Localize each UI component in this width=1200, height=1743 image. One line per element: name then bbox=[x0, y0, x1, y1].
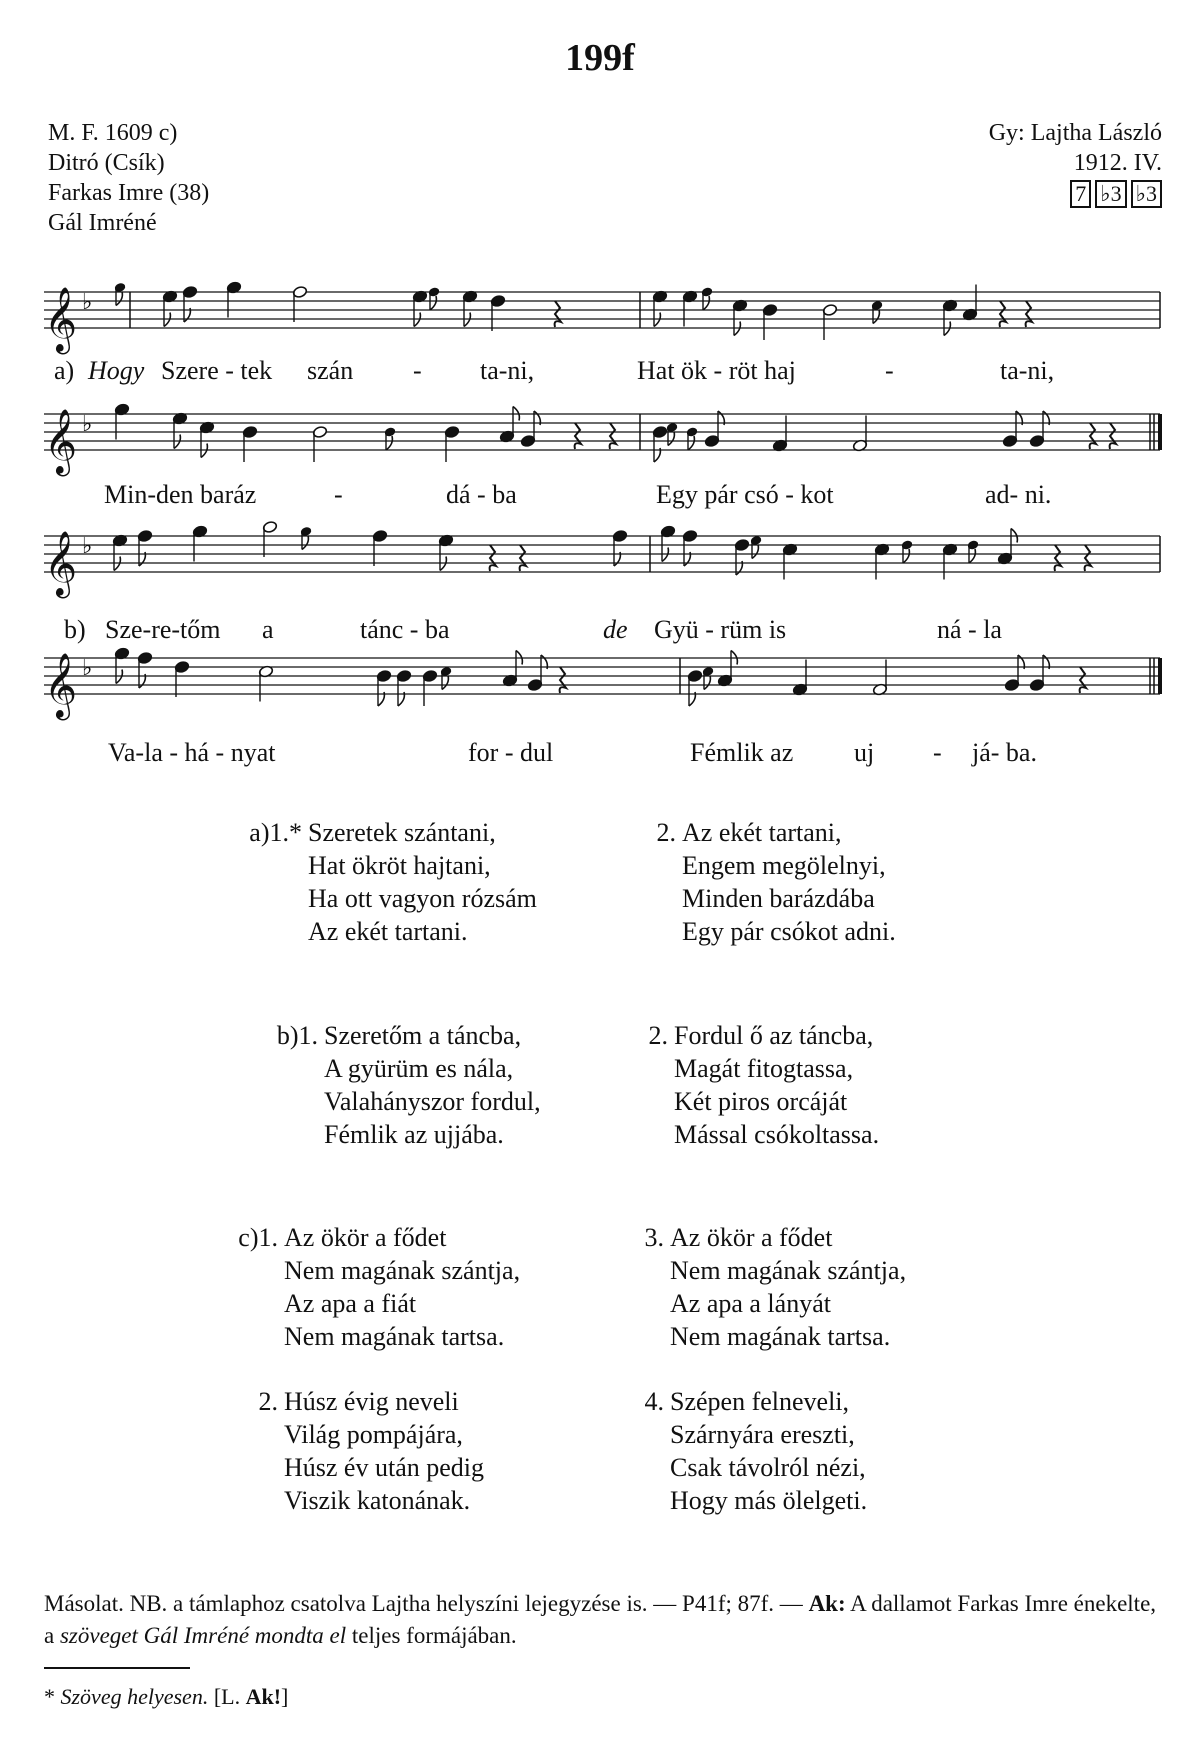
verse-line: Nem magának szántja, bbox=[670, 1256, 907, 1285]
cadence-boxes bbox=[1070, 180, 1162, 208]
quarter-rest-icon bbox=[1110, 423, 1116, 449]
lyric-syllable: - bbox=[334, 480, 343, 509]
treble-clef-icon: 𝄞 bbox=[44, 653, 78, 718]
note-flag bbox=[969, 549, 975, 563]
verse-line: Szeretek szántani, bbox=[308, 818, 496, 847]
verse-line: Nem magának tartsa. bbox=[284, 1322, 505, 1351]
verse-line: Engem megölelnyi, bbox=[682, 851, 886, 880]
verse-line: Hogy más ölelgeti. bbox=[670, 1486, 868, 1515]
lyric-syllable: Min-den baráz bbox=[104, 480, 257, 509]
cadence-box: 7 bbox=[1070, 180, 1091, 208]
lyric-syllable: Sze-re-tőm bbox=[105, 615, 221, 644]
footnote-text: teljes formájában. bbox=[346, 1623, 517, 1648]
lyric-syllable: - bbox=[413, 356, 422, 385]
footnote-text: szöveget Gál Imréné mondta el bbox=[59, 1623, 347, 1648]
verse-line: Valahányszor fordul, bbox=[324, 1087, 541, 1116]
note-text: [L. bbox=[213, 1684, 246, 1709]
cadence-box: ♭3 bbox=[1131, 180, 1162, 208]
quarter-rest-icon bbox=[520, 545, 526, 571]
quarter-rest-icon bbox=[1000, 301, 1006, 327]
note-flag bbox=[116, 292, 122, 306]
verse-line: Ha ott vagyon rózsám bbox=[308, 884, 537, 913]
treble-clef-icon: 𝄞 bbox=[44, 531, 78, 596]
verse-a1 bbox=[240, 816, 537, 948]
flat-sign-icon: ♭ bbox=[82, 534, 93, 559]
note-flag bbox=[704, 676, 710, 690]
verse-line: Viszik katonának. bbox=[284, 1486, 471, 1515]
verse-line: Az ekét tartani. bbox=[308, 917, 468, 946]
quarter-rest-icon bbox=[1055, 545, 1061, 571]
collector-info bbox=[989, 118, 1162, 209]
verse-a2 bbox=[640, 816, 896, 948]
verse-line: Az ökör a fődet bbox=[670, 1223, 833, 1252]
verse-line: Egy pár csókot adni. bbox=[682, 917, 896, 946]
collector: Gy: Lajtha László bbox=[988, 120, 1162, 146]
flat-sign-icon: ♭ bbox=[82, 656, 93, 681]
verse-line: Magát fitogtassa, bbox=[674, 1054, 854, 1083]
lyric-syllable: já- ba. bbox=[972, 738, 1037, 767]
verse-number: 4. bbox=[644, 1387, 664, 1416]
verse-number: 2. bbox=[648, 1021, 668, 1050]
lyric-syllable: b) bbox=[64, 615, 86, 644]
verse-line: Nem magának tartsa. bbox=[670, 1322, 891, 1351]
footnote-text: A dallamot Farkas Imre énekelte, a bbox=[44, 1591, 1157, 1648]
quarter-rest-icon bbox=[575, 423, 581, 449]
verse-number: c)1. bbox=[238, 1223, 278, 1252]
verse-number: b)1. bbox=[276, 1021, 318, 1050]
lyric-syllable: Fémlik az bbox=[690, 738, 794, 767]
verse-line: Az ekét tartani, bbox=[682, 818, 842, 847]
verse-line: Fordul ő az táncba, bbox=[674, 1021, 874, 1050]
location: Ditró (Csík) bbox=[48, 150, 165, 176]
cadence-box: ♭3 bbox=[1095, 180, 1126, 208]
flat-sign-icon: ♭ bbox=[82, 412, 93, 437]
lyric-syllable: a) bbox=[54, 356, 75, 385]
lyric-syllable: ta-ni, bbox=[1000, 356, 1055, 385]
verse-line: Két piros orcáját bbox=[674, 1087, 848, 1116]
flat-sign-icon: ♭ bbox=[82, 290, 93, 315]
lyric-syllable: a bbox=[262, 615, 274, 644]
verse-c1 bbox=[216, 1221, 520, 1353]
asterisk-note bbox=[44, 1684, 288, 1710]
lyric-syllable: Gyü - rüm is bbox=[654, 615, 787, 644]
note-flag bbox=[442, 676, 448, 690]
note-flag bbox=[703, 296, 709, 310]
verse-number: 2. bbox=[656, 818, 676, 847]
note-flag bbox=[903, 549, 909, 563]
footnote-ak-label: Ak: bbox=[808, 1591, 846, 1616]
verse-line: Szárnyára ereszti, bbox=[670, 1420, 855, 1449]
verse-c2 bbox=[216, 1385, 484, 1517]
footnote-text: Másolat. NB. a támlaphoz csatolva Lajtha helyszíni lejegyzése is. — P41f; 87f. — bbox=[44, 1591, 809, 1616]
note-flag bbox=[873, 310, 879, 324]
verse-line: Szépen felneveli, bbox=[670, 1387, 850, 1416]
lyric-syllable: - bbox=[885, 356, 894, 385]
verse-line: Fémlik az ujjába. bbox=[324, 1120, 504, 1149]
singer: Farkas Imre (38) bbox=[48, 180, 210, 206]
lyric-syllable: uj bbox=[854, 738, 875, 767]
quarter-rest-icon bbox=[490, 545, 496, 571]
verse-line: Az apa a fiát bbox=[284, 1289, 417, 1318]
note-flag bbox=[668, 432, 674, 446]
verse-line: Minden barázdába bbox=[682, 884, 875, 913]
quarter-rest-icon bbox=[1080, 667, 1086, 693]
verse-line: Hat ökröt hajtani, bbox=[308, 851, 491, 880]
lyric-syllable: Va-la - há - nyat bbox=[108, 738, 276, 767]
verse-number: 3. bbox=[644, 1223, 664, 1252]
lyric-syllable: de bbox=[603, 615, 628, 644]
lyric-syllable: - bbox=[933, 738, 942, 767]
lyric-syllable: Egy pár csó - kot bbox=[656, 480, 834, 509]
lyric-syllable: Hogy bbox=[88, 356, 145, 385]
quarter-rest-icon bbox=[555, 301, 561, 327]
lyric-syllable: szán bbox=[307, 356, 354, 385]
footnote-paragraph bbox=[44, 1588, 1164, 1652]
verse-line: Szeretőm a táncba, bbox=[324, 1021, 522, 1050]
lyric-syllable: tánc - ba bbox=[360, 615, 450, 644]
note-text: Szöveg helyesen. bbox=[60, 1684, 209, 1709]
verse-line: Világ pompájára, bbox=[284, 1420, 463, 1449]
quarter-rest-icon bbox=[610, 423, 616, 449]
source-info bbox=[48, 118, 209, 238]
verse-line: Csak távolról nézi, bbox=[670, 1453, 866, 1482]
music-staff-2 bbox=[0, 384, 1200, 484]
verse-number: a)1.* bbox=[249, 818, 302, 847]
treble-clef-icon: 𝄞 bbox=[44, 409, 78, 474]
lyric-syllable: ta-ni, bbox=[480, 356, 535, 385]
lyric-syllable: dá - ba bbox=[446, 480, 517, 509]
lyric-syllable: Szere - tek bbox=[161, 356, 273, 385]
verse-number: 2. bbox=[258, 1387, 278, 1416]
asterisk: * bbox=[44, 1684, 55, 1709]
quarter-rest-icon bbox=[1090, 423, 1096, 449]
lyric-syllable: Hat ök - röt haj bbox=[637, 356, 796, 385]
note-flag bbox=[688, 436, 694, 450]
quarter-rest-icon bbox=[1026, 301, 1032, 327]
music-staff-3 bbox=[0, 506, 1200, 606]
verse-line: Húsz évig neveli bbox=[284, 1387, 459, 1416]
reciter: Gál Imréné bbox=[48, 210, 157, 236]
verse-b2 bbox=[632, 1019, 879, 1151]
catalog-id: M. F. 1609 c) bbox=[48, 120, 178, 146]
verse-line: Az ökör a fődet bbox=[284, 1223, 447, 1252]
verse-line: Mással csókoltassa. bbox=[674, 1120, 880, 1149]
footnote-divider bbox=[44, 1667, 190, 1669]
date: 1912. IV. bbox=[1073, 150, 1162, 176]
verse-line: Az apa a lányát bbox=[670, 1289, 831, 1318]
note-ak: Ak! bbox=[245, 1684, 282, 1709]
verse-line: A gyürüm es nála, bbox=[324, 1054, 514, 1083]
lyric-syllable: ad- ni. bbox=[985, 480, 1052, 509]
quarter-rest-icon bbox=[1085, 545, 1091, 571]
lyric-syllable: for - dul bbox=[468, 738, 554, 767]
verse-line: Nem magának szántja, bbox=[284, 1256, 521, 1285]
note-text: ] bbox=[281, 1684, 289, 1709]
verse-c4 bbox=[628, 1385, 867, 1517]
verse-b1 bbox=[256, 1019, 541, 1151]
treble-clef-icon: 𝄞 bbox=[44, 287, 78, 352]
verse-c3 bbox=[628, 1221, 906, 1353]
verse-line: Húsz év után pedig bbox=[284, 1453, 485, 1482]
note-flag bbox=[430, 296, 436, 310]
page-number: 199f bbox=[565, 37, 635, 79]
note-flag bbox=[302, 536, 308, 550]
note-flag bbox=[386, 436, 392, 450]
note-flag bbox=[752, 545, 758, 559]
lyric-syllable: ná - la bbox=[937, 615, 1002, 644]
quarter-rest-icon bbox=[560, 667, 566, 693]
music-staff-1 bbox=[0, 262, 1200, 362]
